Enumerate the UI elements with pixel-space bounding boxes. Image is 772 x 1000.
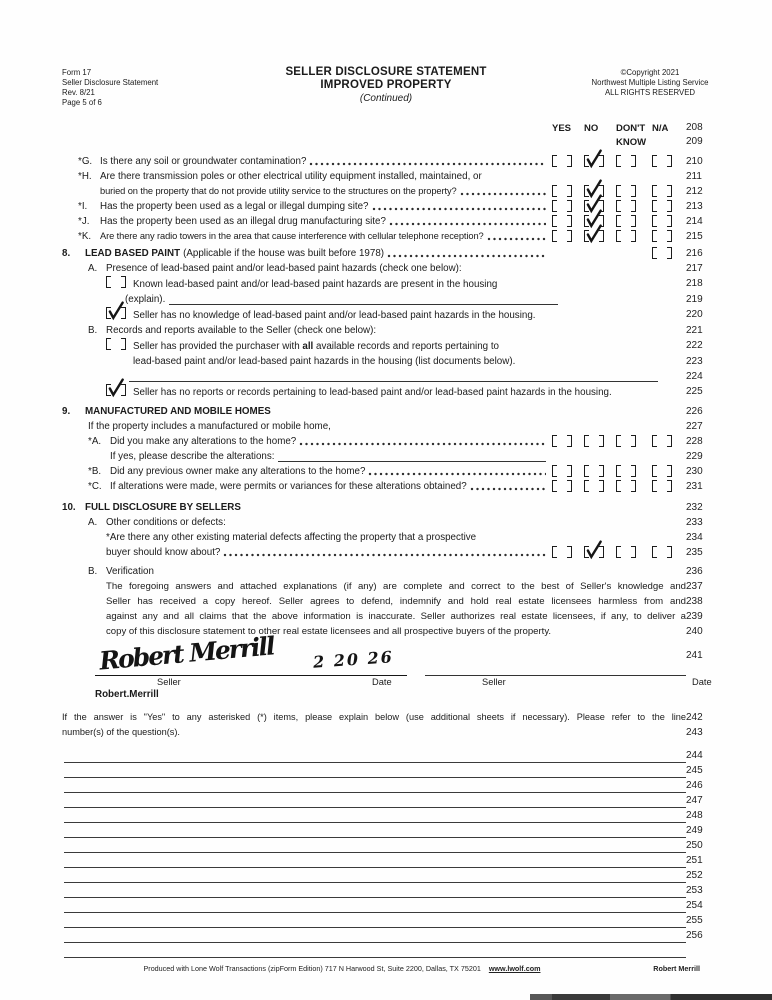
line-number: 220 [686,309,703,320]
question-label: *A. [88,436,102,447]
intro-text: If the property includes a manufactured or mobile home, [88,421,331,432]
line-number: 249 [686,825,703,836]
question-label: *C. [88,481,102,492]
line-number: 208 [686,122,703,133]
checkmark-icon [584,221,603,244]
line-number: 241 [686,650,703,661]
option-text: Known lead-based paint and/or lead-based paint hazards are present in the housing [133,279,498,290]
section-8-header [62,246,712,261]
answer-line-row [62,853,712,868]
checkbox-yes[interactable] [552,546,572,558]
line-number: 245 [686,765,703,776]
checkbox-na[interactable] [652,185,672,197]
checkmark-icon [584,537,603,560]
checkmark-icon [106,375,125,398]
checkbox-no[interactable] [584,435,604,447]
line-number: 255 [686,915,703,926]
question-label: *I. [78,201,88,212]
answer-line[interactable] [64,765,686,778]
line-number: 231 [686,481,703,492]
answer-line[interactable] [64,825,686,838]
line-number: 218 [686,278,703,289]
checkbox-yes[interactable] [552,465,572,477]
answer-line-row [62,898,712,913]
alterations-field[interactable] [278,449,546,462]
col-know: KNOW [616,137,647,148]
answer-line[interactable] [64,840,686,853]
question-row-j [62,214,712,229]
date-label: Date [372,677,392,687]
question-row-9c [62,479,712,494]
verification-para-line2: Seller has received a copy hereof. Seller agrees to defend, indemnify and hold real estate licensees harmless from and 238 [62,594,712,609]
checkbox-yes[interactable] [552,215,572,227]
line-number: 217 [686,263,703,274]
col-dont: DON'T [616,123,646,134]
line-number: 214 [686,216,703,227]
option-text: lead-based paint and/or lead-based paint hazards in the housing (list documents below). [133,356,516,367]
checkbox-yes[interactable] [552,435,572,447]
option-row-provided-records [62,338,712,354]
line-number: 212 [686,186,703,197]
question-row-9a [62,434,712,449]
answer-line[interactable] [64,810,686,823]
section-10a-row [62,515,712,530]
copyright-rights: ALL RIGHTS RESERVED [604,88,696,97]
question-text: buried on the property that do not provide utility service to the structures on the property? [100,186,457,196]
checkbox-no[interactable] [584,230,604,242]
question-label: *B. [88,466,102,477]
copyright-line: ©Copyright 2021 [620,68,680,77]
dotted-leader [470,479,546,494]
section-8a-row [62,261,712,276]
line-number: 210 [686,156,703,167]
section-title: LEAD BASED PAINT [85,248,181,259]
checkbox-dontknow[interactable] [616,465,636,477]
checkbox-na[interactable] [652,215,672,227]
line-number: 242 [686,712,703,723]
section-title: FULL DISCLOSURE BY SELLERS [85,502,241,513]
checkbox-na[interactable] [652,480,672,492]
line-number: 227 [686,421,703,432]
question-row-10-line1 [62,530,712,545]
produced-with-text: Produced with Lone Wolf Transactions (zipForm Edition) 717 N Harwood St, Suite 2200, Dallas, TX 75201 [143,964,481,973]
question-label: *K. [78,231,92,242]
page-footer [62,964,712,976]
dotted-leader [309,154,546,169]
checkbox-dontknow[interactable] [616,230,636,242]
checkbox-na[interactable] [652,435,672,447]
question-row-h2 [62,184,712,199]
checkbox-na[interactable] [652,465,672,477]
section-8b-row [62,323,712,338]
question-text: Are there any radio towers in the area that cause interference with cellular telephone reception? [100,231,484,241]
checkbox-dontknow[interactable] [616,215,636,227]
explain-note-line2: number(s) of the question(s). 243 [62,725,712,740]
line-number: 250 [686,840,703,851]
answer-line-row [62,838,712,853]
documents-blank-row [62,369,712,384]
question-text: If alterations were made, were permits or variances for these alterations obtained? [110,481,467,492]
question-label: *J. [78,216,90,227]
seller2-signature-line[interactable] [425,641,686,676]
section-10-header [62,500,712,515]
option-row-known-paint [62,276,712,292]
answer-line[interactable] [64,945,686,958]
line-number: 256 [686,930,703,941]
section-title-note: (Applicable if the house was built before 1978) [183,248,385,259]
seller-signature-ink: Robert Merrill [98,631,275,676]
checkbox-dontknow[interactable] [616,185,636,197]
checkbox-option[interactable] [106,307,126,319]
line-number: 222 [686,340,703,351]
line-number: 240 [686,626,703,637]
line-number: 248 [686,810,703,821]
question-text: Has the property been used as a legal or illegal dumping site? [100,201,369,212]
line-number: 234 [686,532,703,543]
checkmark-icon [106,298,125,321]
checkbox-yes[interactable] [552,200,572,212]
line-number: 224 [686,371,703,382]
form-name: Seller Disclosure Statement [62,78,159,87]
checkbox-dontknow[interactable] [616,155,636,167]
line-number: 251 [686,855,703,866]
seller-signature-line[interactable] [95,631,407,676]
answer-line[interactable] [64,900,686,913]
option-continuation-row [62,354,712,369]
answer-line-row [62,808,712,823]
option-text: Seller has provided the purchaser with [133,341,303,352]
question-row-k [62,229,712,244]
line-number: 238 [686,596,703,607]
line-number: 229 [686,451,703,462]
checkbox-no[interactable] [584,465,604,477]
line-number: 225 [686,386,703,397]
dotted-leader [487,229,546,244]
line-number: 215 [686,231,703,242]
checkbox-na[interactable] [652,546,672,558]
lwolf-link[interactable]: www.lwolf.com [488,964,541,973]
option-row-no-reports [62,384,712,400]
line-number: 209 [686,136,703,147]
question-text: Is there any soil or groundwater contamination? [100,156,307,167]
item-label: A. [88,263,98,274]
line-number: 246 [686,780,703,791]
line-number: 252 [686,870,703,881]
question-text: buyer should know about? [106,547,221,558]
checkbox-na[interactable] [652,247,672,259]
line-number: 230 [686,466,703,477]
copyright-block [540,68,760,98]
prompt-text: If yes, please describe the alterations: [110,451,275,462]
copyright-org: Northwest Multiple Listing Service [591,78,709,87]
item-text: Other conditions or defects: [106,517,226,528]
explain-field[interactable] [169,292,558,305]
line-number: 219 [686,294,703,305]
dotted-leader [372,199,547,214]
item-label: B. [88,325,98,336]
line-number: 226 [686,406,703,417]
signature-labels-row [124,676,712,688]
col-na: N/A [652,123,669,134]
dotted-leader [387,246,546,261]
checkbox-no[interactable] [584,155,604,167]
answer-line-row [62,883,712,898]
continued-label: (Continued) [359,93,413,104]
dotted-leader [299,434,546,449]
answer-line[interactable] [64,750,686,763]
line-number: 213 [686,201,703,212]
col-no: NO [584,123,599,134]
answer-line-row [62,868,712,883]
line-number: 237 [686,581,703,592]
question-text: Has the property been used as an illegal drug manufacturing site? [100,216,386,227]
question-text: *Are there any other existing material defects affecting the property that a prospective [106,532,477,543]
checkbox-na[interactable] [652,200,672,212]
option-row-no-knowledge [62,307,712,323]
line-number: 233 [686,517,703,528]
verification-para-line4: copy of this disclosure statement to other real estate licensees and all prospective buyers of the property. 240 [62,624,712,639]
answer-line-row [62,943,712,958]
option-text-bold: all [302,341,314,352]
item-text: Presence of lead-based paint and/or lead-based paint hazards (check one below): [106,263,462,274]
question-row-10-line2 [62,545,712,560]
seller-printed-name: Robert.Merrill [95,689,159,700]
checkbox-dontknow[interactable] [616,480,636,492]
answer-line-row [62,793,712,808]
page-subtitle: IMPROVED PROPERTY [320,79,452,91]
checkmark-icon [584,146,603,169]
line-number: 243 [686,727,703,738]
line-number: 235 [686,547,703,558]
question-row-h1 [62,169,712,184]
item-label: A. [88,517,98,528]
answer-line[interactable] [64,885,686,898]
answer-line-row [62,913,712,928]
checkbox-dontknow[interactable] [616,546,636,558]
item-label: B. [88,566,98,577]
checkbox-na[interactable] [652,230,672,242]
section-10b-row [62,564,712,579]
section-number: 8. [62,248,71,259]
verification-para-line1: The foregoing answers and attached explanations (if any) are complete and correct to the best of Seller's knowledge and 237 [62,579,712,594]
answer-line-row [62,748,712,763]
question-row-9b [62,464,712,479]
form-number: Form 17 [62,68,92,77]
checkbox-option[interactable] [106,384,126,396]
line-number: 236 [686,566,703,577]
section-number: 9. [62,406,71,417]
checkbox-yes[interactable] [552,185,572,197]
answer-line-row [62,763,712,778]
section-title: MANUFACTURED AND MOBILE HOMES [85,406,271,417]
checkbox-no[interactable] [584,480,604,492]
question-text: Are there transmission poles or other electrical utility equipment installed, maintained, or [100,171,482,182]
section-9-header [62,404,712,419]
seller-label: Seller [482,677,506,687]
answer-line[interactable] [64,795,686,808]
answer-line-row [62,778,712,793]
verification-para-line3: against any and all claims that the above information is inaccurate. Seller authorizes real estate licensees, if any, to deliver a 239 [62,609,712,624]
explain-note-line1: If the answer is "Yes" to any asterisked (*) items, please explain below (use additional sheets if necessary). Please refer to the line 242 [62,710,712,725]
answer-line-row [62,823,712,838]
question-row-i [62,199,712,214]
col-yes: YES [552,123,572,134]
footer-agent-name: Robert Merrill [653,964,700,973]
line-number: 254 [686,900,703,911]
line-number: 247 [686,795,703,806]
item-text: Records and reports available to the Seller (check one below): [106,325,377,336]
checkbox-yes[interactable] [552,230,572,242]
documents-field[interactable] [129,369,658,382]
answer-line[interactable] [64,870,686,883]
dotted-leader [223,545,546,560]
question-row-g [62,154,712,169]
checkbox-yes[interactable] [552,480,572,492]
line-number: 211 [686,171,702,182]
item-text: Verification [106,566,154,577]
checkbox-yes[interactable] [552,155,572,167]
option-text: Seller has no knowledge of lead-based paint and/or lead-based paint hazards in the housing. [133,310,536,321]
column-header-row-1 [62,120,712,135]
line-number: 244 [686,750,703,761]
option-text: available records and reports pertaining to [313,341,499,352]
explain-row [62,292,712,307]
line-number: 221 [686,325,703,336]
dotted-leader [368,464,546,479]
seller-label: Seller [157,677,181,687]
dotted-leader [460,184,546,199]
dotted-leader [389,214,546,229]
section-9-intro [62,419,712,434]
line-number: 253 [686,885,703,896]
section-number: 10. [62,502,76,513]
line-number: 239 [686,611,703,622]
column-header-row-2 [62,135,712,150]
explain-label: (explain). [125,294,166,305]
scan-artifact-bar [530,994,772,1000]
answer-line[interactable] [64,855,686,868]
line-number: 223 [686,356,703,367]
page-title: SELLER DISCLOSURE STATEMENT [285,66,487,78]
answer-line[interactable] [64,930,686,943]
page-indicator: Page 5 of 6 [62,98,102,107]
checkbox-no[interactable] [584,546,604,558]
signature-date-ink: 2 20 26 [312,647,395,672]
checkbox-na[interactable] [652,155,672,167]
question-label: *H. [78,171,92,182]
question-text: Did you make any alterations to the home? [110,436,297,447]
answer-line[interactable] [64,780,686,793]
describe-alterations-row [62,449,712,464]
line-number: 216 [686,248,703,259]
form-revision: Rev. 8/21 [62,88,95,97]
answer-line-row [62,928,712,943]
checkbox-dontknow[interactable] [616,200,636,212]
option-text: Seller has no reports or records pertaining to lead-based paint and/or lead-based paint hazards in the housing. [133,387,612,398]
question-label: *G. [78,156,93,167]
line-number: 228 [686,436,703,447]
checkbox-option[interactable] [106,276,126,288]
page-header [0,0,772,112]
answer-line[interactable] [64,915,686,928]
line-number: 232 [686,502,703,513]
checkbox-option[interactable] [106,338,126,350]
checkbox-dontknow[interactable] [616,435,636,447]
date-label: Date [692,677,712,687]
question-text: Did any previous owner make any alterations to the home? [110,466,366,477]
